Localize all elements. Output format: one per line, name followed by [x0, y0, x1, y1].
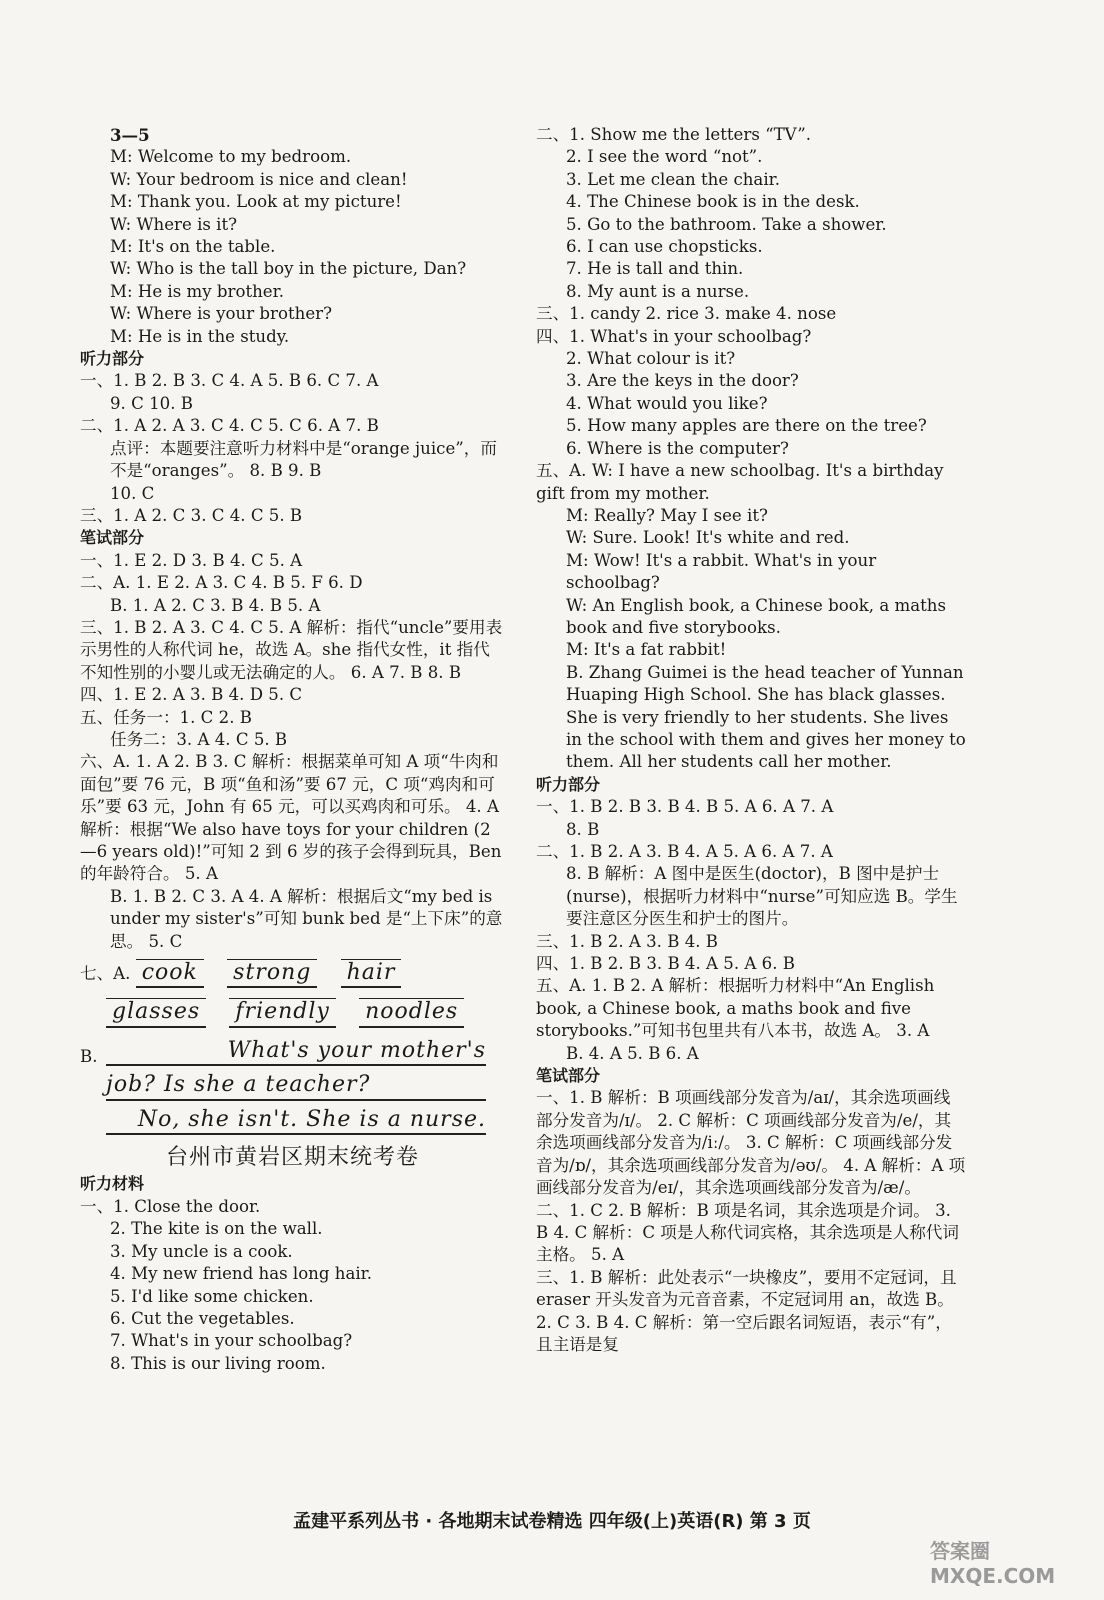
material-line: 2. I see the word “not”.: [566, 147, 763, 167]
dialog-line: W: Who is the tall boy in the picture, Dan?: [110, 259, 467, 279]
handwritten-word: hair: [341, 959, 402, 988]
dialog-line: M: Thank you. Look at my picture!: [110, 192, 402, 212]
material-line: 5. How many apples are there on the tree?: [566, 416, 927, 436]
dialog-line: W: Where is your brother?: [110, 304, 332, 324]
answer-line: 8. B: [566, 819, 600, 839]
page-footer: 孟建平系列丛书 · 各地期末试卷精选 四年级(上)英语(R) 第 3 页: [293, 1511, 811, 1532]
answer-line: 二、1. B 2. A 3. B 4. A 5. A 6. A 7. A: [536, 842, 833, 861]
material-line: 四、1. What's in your schoolbag?: [536, 326, 812, 346]
handwritten-word: noodles: [359, 998, 464, 1027]
answer-line: 二、A. 1. E 2. A 3. C 4. B 5. F 6. D: [80, 573, 363, 593]
answer-explanation: 五、A. 1. B 2. A 解析：根据听力材料中“An English book, a Chinese book, a maths book and five storybooks.”可知书包里共有八本书，故选 A。 3. A: [536, 976, 935, 1041]
dialog-heading: 3—5: [110, 125, 150, 145]
answer-line: 9. C 10. B: [110, 393, 193, 413]
material-line: 4. What would you like?: [566, 393, 768, 413]
material-line: 三、1. candy 2. rice 3. make 4. nose: [536, 304, 837, 324]
passage: B. Zhang Guimei is the head teacher of Yunnan Huaping High School. She has black glasses. She is very friendly to her students. She lives in the school with them and gives her money to them. All her students call her mother.: [566, 662, 966, 772]
dialog-line: W: Where is it?: [110, 214, 238, 234]
material-line: 4. My new friend has long hair.: [110, 1264, 373, 1284]
material-line: 7. He is tall and thin.: [566, 259, 744, 279]
exam-title: 台州市黄岩区期末统考卷: [165, 1145, 419, 1171]
answer-explanation: 六、A. 1. A 2. B 3. C 解析：根据菜单可知 A 项“牛肉和面包”要 76 元，B 项“鱼和汤”要 67 元，C 项“鸡肉和可乐”要 63 元，John 有 65 元，可以买鸡肉和可乐。 4. A 解析：根据“We also have toys for your children (2—6 years old)!”可知 2 到 6 岁的孩子会得到玩具，Ben 的年龄符合。 5. A: [80, 752, 502, 884]
answer-line: B. 4. A 5. B 6. A: [566, 1043, 699, 1063]
section-heading-listening: 听力部分: [536, 774, 601, 794]
dialog-line: M: Wow! It's a rabbit. What's in your schoolbag?: [566, 550, 877, 593]
material-line: 6. Where is the computer?: [566, 438, 789, 458]
answer-line: 五、任务一：1. C 2. B: [80, 707, 252, 727]
material-line: 3. Let me clean the chair.: [566, 169, 781, 189]
section-heading-material: 听力材料: [80, 1174, 145, 1194]
answer-line: 三、1. A 2. C 3. C 4. C 5. B: [80, 505, 303, 525]
answer-explanation: 三、1. B 2. A 3. C 4. C 5. A 解析：指代“uncle”要用表示男性的人称代词 he，故选 A。she 指代女性，it 指代不知性别的小婴儿或无法确定的人。 6. A 7. B 8. B: [80, 617, 503, 682]
material-line: 二、1. Show me the letters “TV”.: [536, 125, 812, 144]
material-line: 6. Cut the vegetables.: [110, 1308, 295, 1328]
handwritten-line: job? Is she a teacher?: [106, 1070, 486, 1100]
answer-explanation: 二、1. C 2. B 解析：B 项是名词，其余选项是介词。 3. B 4. C 解析：C 项是人称代词宾格，其余选项是人称代词主格。 5. A: [536, 1200, 959, 1265]
handwritten-word: glasses: [106, 998, 206, 1027]
handwritten-word: cook: [136, 959, 204, 988]
dialog-line: M: He is in the study.: [110, 326, 290, 346]
material-line: 一、1. Close the door.: [80, 1196, 261, 1216]
answer-line: 四、1. E 2. A 3. B 4. D 5. C: [80, 685, 303, 705]
material-line: 3. Are the keys in the door?: [566, 371, 799, 391]
dialog-1: [80, 146, 505, 348]
material-line: 8. My aunt is a nurse.: [566, 281, 750, 301]
material-line: 7. What's in your schoolbag?: [110, 1331, 353, 1351]
answer-line: 二、1. A 2. A 3. C 4. C 5. C 6. A 7. B: [80, 416, 379, 436]
answer-explanation: B. 1. B 2. C 3. A 4. A 解析：根据后文“my bed is under my sister's”可知 bunk bed 是“上下床”的意思。 5. C: [110, 886, 503, 951]
dialog-line: W: Sure. Look! It's white and red.: [566, 528, 850, 548]
material-line: 2. The kite is on the wall.: [110, 1219, 323, 1239]
material-line: 8. This is our living room.: [110, 1353, 326, 1373]
answer-line: 一、1. E 2. D 3. B 4. C 5. A: [80, 550, 303, 570]
answer-explanation: 一、1. B 解析：B 项画线部分发音为/aɪ/，其余选项画线部分发音为/ɪ/。 2. C 解析：C 项画线部分发音为/e/，其余选项画线部分发音为/iː/。 3. C 解析：C 项画线部分发音为/ɒ/，其余选项画线部分发音为/əʊ/。 4. A 解析：A 项画线部分发音为/eɪ/，其余选项画线部分发音为/æ/。: [536, 1088, 966, 1198]
section-seven-label: 七、A.: [80, 964, 131, 984]
dialog-line: M: It's a fat rabbit!: [566, 640, 727, 660]
answer-explanation: 三、1. B 解析：此处表示“一块橡皮”，要用不定冠词，且 eraser 开头发音为元音音素，不定冠词用 an，故选 B。 2. C 3. B 4. C 解析：第一空后跟名词短语，表示“有”，且主语是复: [536, 1267, 957, 1354]
material-line: 2. What colour is it?: [566, 349, 736, 369]
right-column: [536, 124, 966, 1356]
dialog-line: M: Really? May I see it?: [566, 505, 768, 525]
dialog-line: M: It's on the table.: [110, 237, 276, 257]
handwritten-word: strong: [227, 959, 317, 988]
dialog-line: 五、A. W: I have a new schoolbag. It's a birthday gift from my mother.: [536, 461, 944, 503]
material-line: 5. Go to the bathroom. Take a shower.: [566, 214, 887, 234]
section-heading-listening: 听力部分: [80, 349, 145, 369]
answer-line: 一、1. B 2. B 3. B 4. B 5. A 6. A 7. A: [536, 797, 834, 817]
left-column: [80, 124, 505, 1375]
section-seven-b-label: B.: [80, 1046, 98, 1066]
dialog-line: W: An English book, a Chinese book, a maths book and five storybooks.: [566, 595, 946, 637]
answer-line: 三、1. B 2. A 3. B 4. B: [536, 931, 719, 951]
section-heading-writing: 笔试部分: [536, 1066, 601, 1086]
answer-line: 10. C: [110, 483, 155, 503]
material-line: 4. The Chinese book is in the desk.: [566, 192, 860, 212]
material-line: 3. My uncle is a cook.: [110, 1241, 293, 1261]
handwritten-word: friendly: [229, 998, 335, 1027]
answer-line: B. 1. A 2. C 3. B 4. B 5. A: [110, 595, 321, 615]
answer-note: 点评：本题要注意听力材料中是“orange juice”，而不是“oranges”。 8. B 9. B: [110, 438, 497, 481]
dialog-line: W: Your bedroom is nice and clean!: [110, 169, 408, 189]
material-line: 6. I can use chopsticks.: [566, 237, 763, 257]
handwritten-line: What's your mother's: [106, 1036, 486, 1066]
handwritten-line: No, she isn't. She is a nurse.: [106, 1105, 486, 1135]
dialog-line: M: He is my brother.: [110, 281, 285, 301]
answer-line: 一、1. B 2. B 3. C 4. A 5. B 6. C 7. A: [80, 371, 379, 391]
answer-line: 任务二：3. A 4. C 5. B: [110, 729, 288, 749]
answer-explanation: 8. B 解析：A 图中是医生(doctor)，B 图中是护士(nurse)，根据听力材料中“nurse”可知应选 B。学生要注意区分医生和护士的图片。: [566, 864, 958, 929]
watermark: 答案圈 MXQE.COM: [930, 1539, 1056, 1588]
section-heading-writing: 笔试部分: [80, 528, 145, 548]
material-line: 5. I'd like some chicken.: [110, 1286, 314, 1306]
dialog-line: M: Welcome to my bedroom.: [110, 147, 352, 167]
handwritten-answers: [80, 959, 505, 1135]
answer-line: 四、1. B 2. B 3. B 4. A 5. A 6. B: [536, 954, 795, 974]
